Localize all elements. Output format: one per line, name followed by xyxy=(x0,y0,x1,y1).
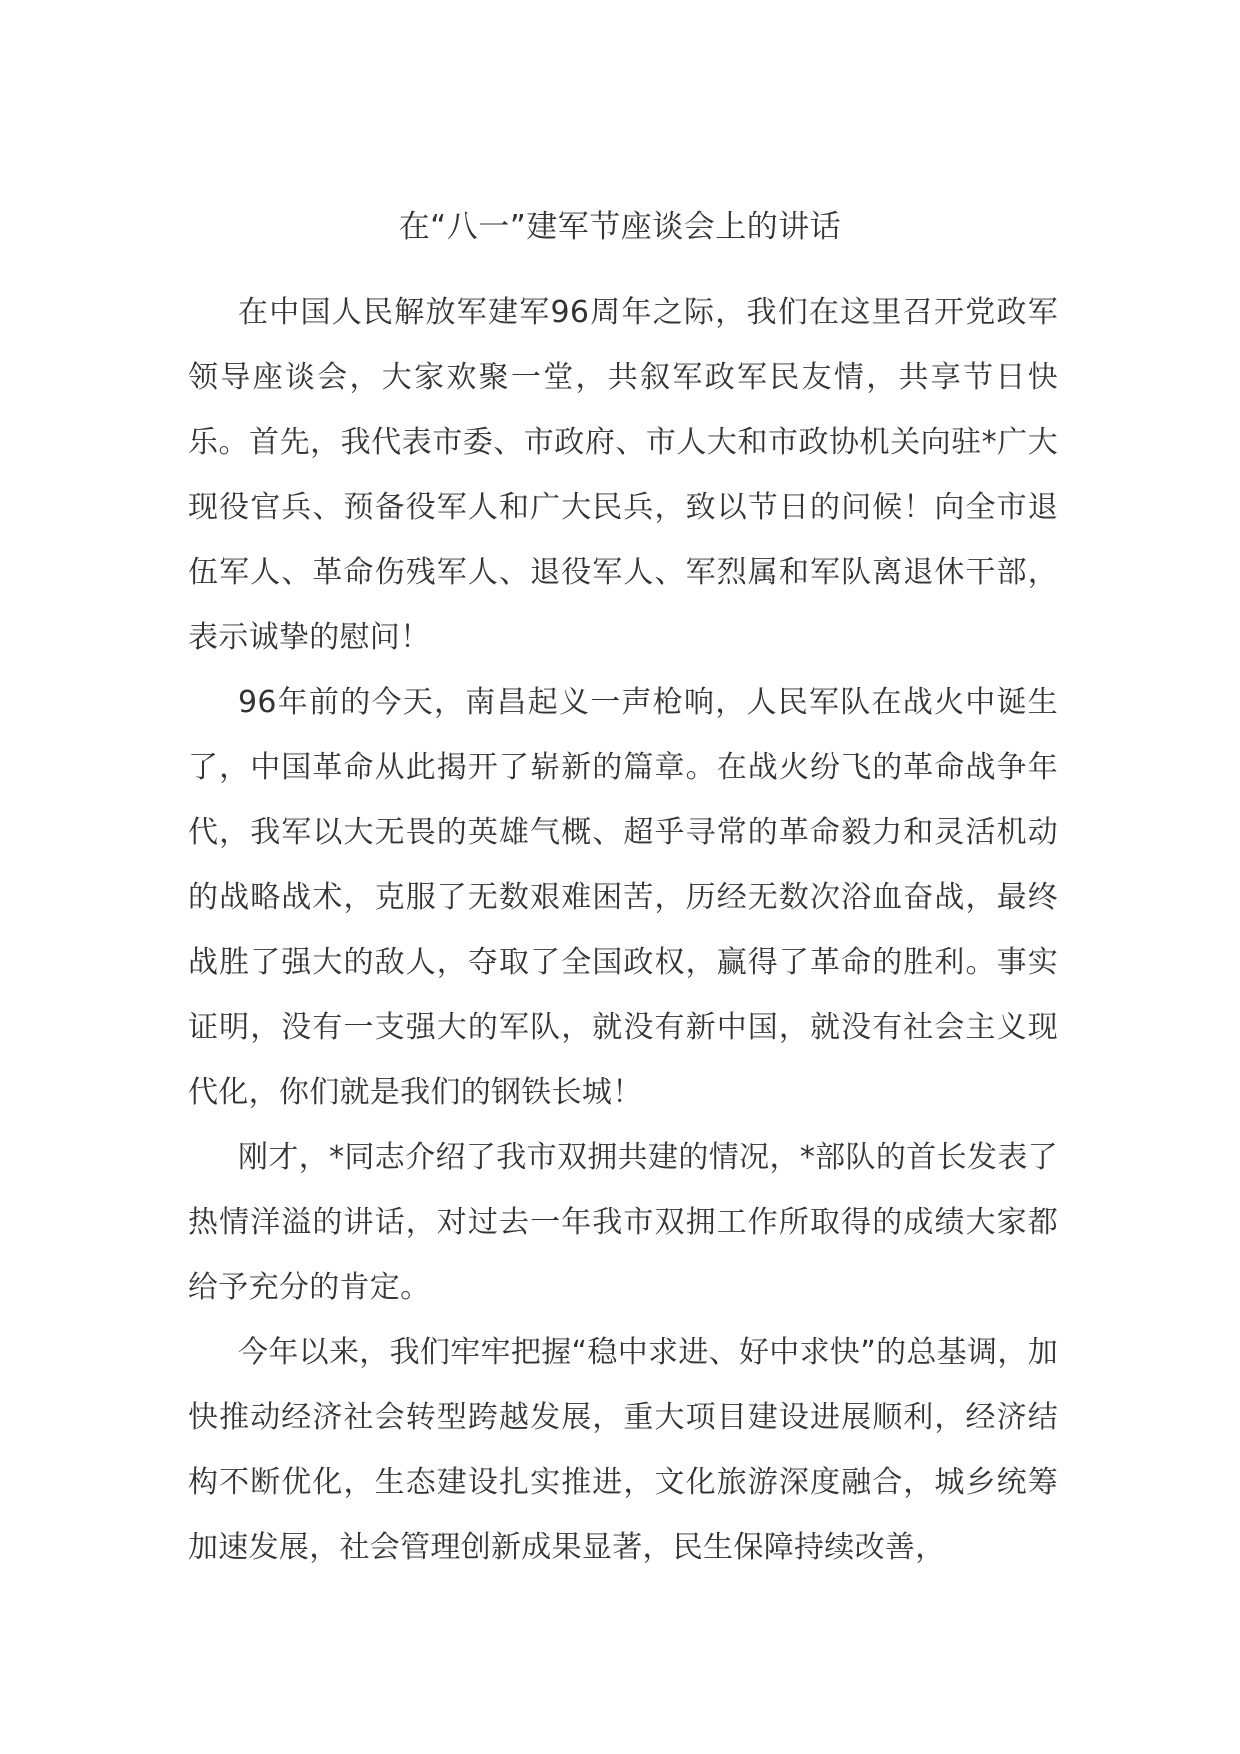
document-body xyxy=(188,280,1058,1580)
paragraph-4: 今年以来，我们牢牢把握“稳中求进、好中求快”的总基调，加快推动经济社会转型跨越发展，重大项目建设进展顺利，经济结构不断优化，生态建设扎实推进，文化旅游深度融合，城乡统筹加速发展，社会管理创新成果显著，民生保障持续改善， xyxy=(188,1335,1058,1565)
document-title: 在“八一”建军节座谈会上的讲话 xyxy=(398,209,842,245)
paragraph-1: 在中国人民解放军建军96周年之际，我们在这里召开党政军领导座谈会，大家欢聚一堂，共叙军政军民友情，共享节日快乐。首先，我代表市委、市政府、市人大和市政协机关向驻*广大现役官兵、预备役军人和广大民兵，致以节日的问候！向全市退伍军人、革命伤残军人、退役军人、军烈属和军队离退休干部，表示诚挚的慰问！ xyxy=(188,295,1058,655)
paragraph-3: 刚才，*同志介绍了我市双拥共建的情况，*部队的首长发表了热情洋溢的讲话，对过去一年我市双拥工作所取得的成绩大家都给予充分的肯定。 xyxy=(188,1140,1058,1305)
paragraph-2: 96年前的今天，南昌起义一声枪响，人民军队在战火中诞生了，中国革命从此揭开了崭新的篇章。在战火纷飞的革命战争年代，我军以大无畏的英雄气概、超乎寻常的革命毅力和灵活机动的战略战术，克服了无数艰难困苦，历经无数次浴血奋战，最终战胜了强大的敌人，夺取了全国政权，赢得了革命的胜利。事实证明，没有一支强大的军队，就没有新中国，就没有社会主义现代化，你们就是我们的钢铁长城！ xyxy=(188,685,1058,1110)
